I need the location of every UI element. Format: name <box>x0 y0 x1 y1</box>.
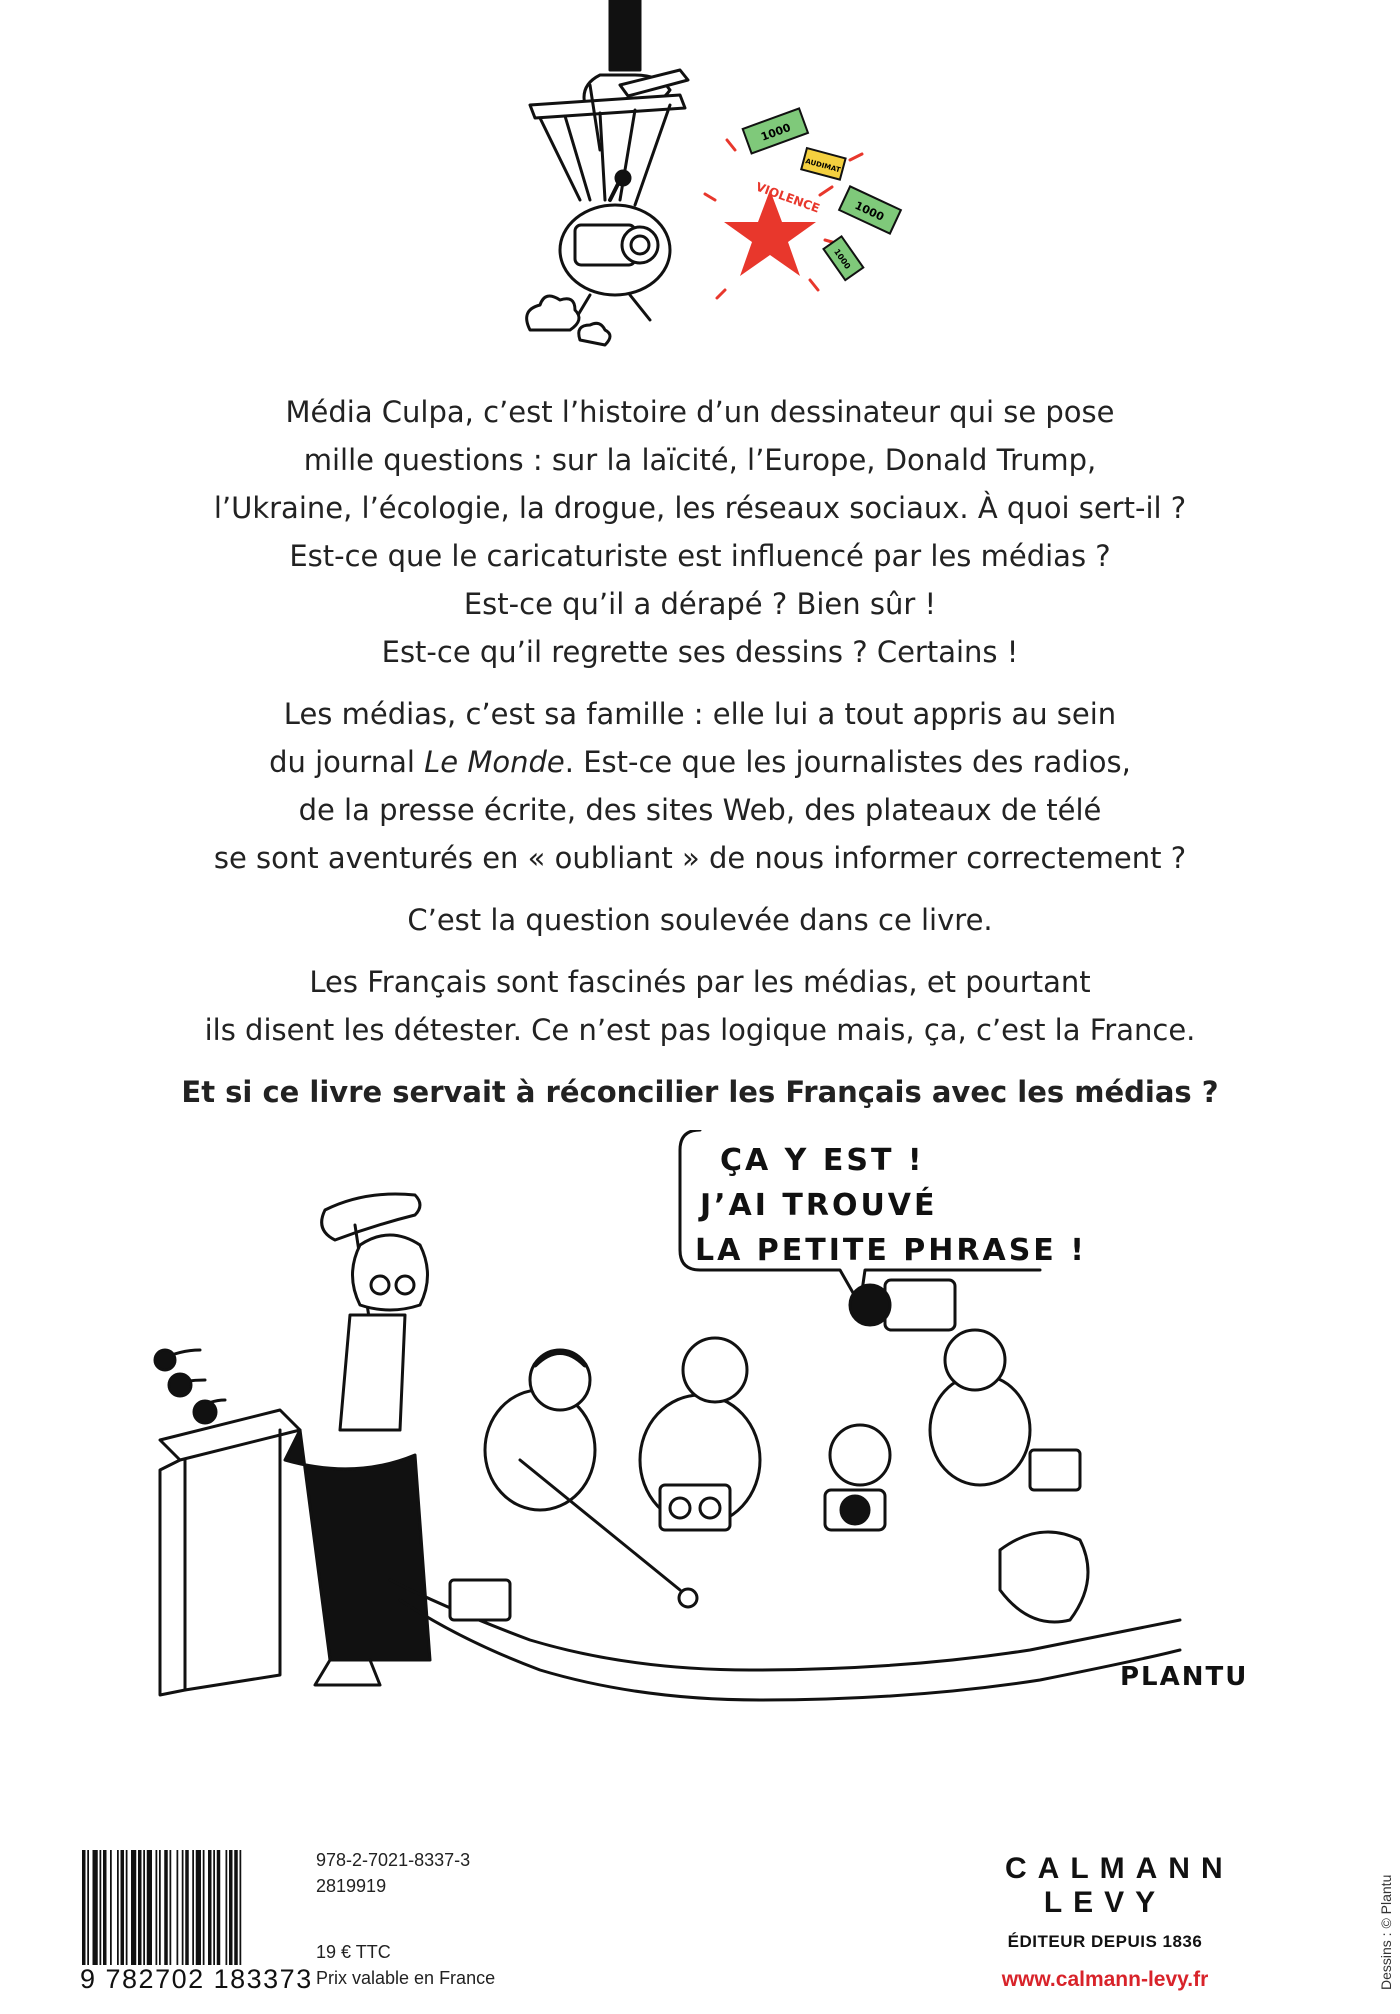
blurb-line: Est-ce qu’il a dérapé ? Bien sûr ! <box>463 587 937 621</box>
blurb-line: Est-ce qu’il regrette ses dessins ? Certains ! <box>381 635 1019 669</box>
blurb-line: Les Français sont fascinés par les médias, et pourtant <box>309 965 1091 999</box>
blurb-paragraph-3 <box>150 896 1250 944</box>
barcode-bar <box>126 1850 128 1965</box>
isbn: 978-2-7021-8337-3 <box>316 1850 471 1870</box>
violence-label: VIOLENCE <box>753 179 822 216</box>
blurb-line: de la presse écrite, des sites Web, des plateaux de télé <box>298 793 1102 827</box>
publisher-logo-line-1: CALMANN <box>1005 1852 1234 1885</box>
back-cover-blurb <box>150 388 1250 1130</box>
barcode-bar <box>131 1850 136 1965</box>
barcode-bar <box>208 1850 212 1965</box>
barcode-bar <box>103 1850 107 1965</box>
blurb-line <box>150 738 1250 786</box>
barcode-bar <box>226 1850 228 1965</box>
barcode-bar <box>203 1850 205 1965</box>
artist-signature: PLANTU <box>1120 1662 1249 1692</box>
blurb-line: Est-ce que le caricaturiste est influencé par les médias ? <box>289 539 1111 573</box>
barcode-bar <box>240 1850 242 1965</box>
speech-bubble-line-1: ÇA Y EST ! <box>720 1143 925 1178</box>
money-label-2: 1000 <box>852 198 886 224</box>
barcode <box>82 1850 304 1965</box>
blurb-line: Et si ce livre servait à réconcilier les Français avec les médias ? <box>181 1075 1219 1109</box>
blurb-closing-question <box>150 1068 1250 1116</box>
newspaper-title: Le Monde <box>424 745 565 779</box>
price: 19 € TTC <box>316 1942 391 1962</box>
publisher-logo-line-2: LEVY <box>1043 1886 1167 1919</box>
barcode-bar <box>138 1850 142 1965</box>
money-label-1: 1000 <box>759 121 793 144</box>
blurb-line: Les médias, c’est sa famille : elle lui a tout appris au sein <box>283 697 1117 731</box>
blurb-line: Média Culpa, c’est l’histoire d’un dessinateur qui se pose <box>285 395 1115 429</box>
barcode-bar <box>182 1850 184 1965</box>
barcode-bar <box>156 1850 158 1965</box>
barcode-bar <box>164 1850 168 1965</box>
audimat-label: AUDIMAT <box>804 157 842 175</box>
speech-bubble-line-2: J’AI TROUVÉ <box>700 1188 938 1223</box>
barcode-bar <box>185 1850 189 1965</box>
barcode-bar <box>143 1850 145 1965</box>
barcode-bar <box>121 1850 125 1965</box>
blurb-line: mille questions : sur la laïcité, l’Europe, Donald Trump, <box>303 443 1097 477</box>
barcode-number: 9 782702 183373 <box>80 1964 313 1994</box>
barcode-bar <box>147 1850 152 1965</box>
barcode-bar <box>110 1850 112 1965</box>
barcode-bar <box>177 1850 179 1965</box>
blurb-line: l’Ukraine, l’écologie, la drogue, les réseaux sociaux. À quoi sert-il ? <box>213 491 1187 525</box>
barcode-bar <box>196 1850 201 1965</box>
barcode-bar <box>170 1850 172 1965</box>
blurb-line: C’est la question soulevée dans ce livre. <box>407 903 993 937</box>
price-note: Prix valable en France <box>316 1968 496 1988</box>
barcode-bar <box>217 1850 221 1965</box>
barcode-bar <box>87 1850 89 1965</box>
blurb-paragraph-4 <box>150 958 1250 1054</box>
product-code: 2819919 <box>316 1876 387 1896</box>
barcode-bar <box>192 1850 194 1965</box>
publisher-tagline: ÉDITEUR DEPUIS 1836 <box>1007 1932 1203 1951</box>
speech-bubble-line-3: LA PETITE PHRASE ! <box>695 1233 1087 1268</box>
barcode-bar <box>213 1850 215 1965</box>
barcode-bar <box>117 1850 119 1965</box>
barcode-bar <box>100 1850 102 1965</box>
illustration-credit: Dessins : © Plantu <box>1378 1874 1394 1990</box>
blurb-paragraph-2 <box>150 690 1250 882</box>
barcode-bar <box>159 1850 161 1965</box>
blurb-line: se sont aventurés en « oubliant » de nous informer correctement ? <box>213 841 1187 875</box>
barcode-bar <box>229 1850 233 1965</box>
blurb-text: du journal <box>269 745 425 779</box>
barcode-bar <box>93 1850 98 1965</box>
publisher-website-link[interactable]: www.calmann-levy.fr <box>1001 1968 1209 1991</box>
barcode-bar <box>82 1850 86 1965</box>
money-label-3: 1000 <box>832 247 853 271</box>
top-cartoon-illustration <box>520 0 940 370</box>
blurb-line: ils disent les détester. Ce n’est pas logique mais, ça, c’est la France. <box>204 1013 1196 1047</box>
bottom-cartoon-illustration <box>140 1130 1280 1730</box>
barcode-bar <box>234 1850 238 1965</box>
blurb-text: . Est-ce que les journalistes des radios, <box>564 745 1131 779</box>
blurb-paragraph-1 <box>150 388 1250 676</box>
